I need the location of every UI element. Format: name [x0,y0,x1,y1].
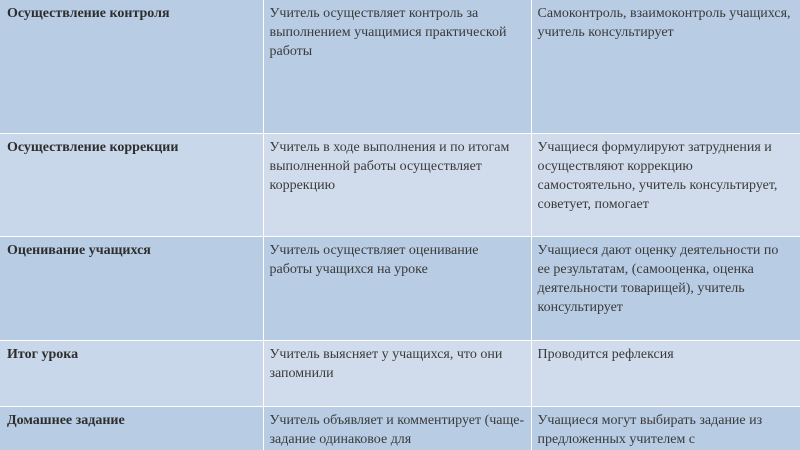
table-row [0,133,800,236]
student-activity-cell: Самоконтроль, взаимоконтроль учащихся, учитель консультирует [531,0,800,133]
student-activity-cell: Учащиеся дают оценку деятельности по ее результатам, (самооценка, оценка деятельности товарищей), учитель консультирует [531,236,800,340]
teacher-activity-cell: Учитель выясняет у учащихся, что они запомнили [263,340,531,406]
student-activity-cell: Учащиеся могут выбирать задание из предложенных учителем с [531,406,800,450]
stage-cell: Домашнее задание [0,406,263,450]
student-activity-cell: Проводится рефлексия [531,340,800,406]
stage-cell: Оценивание учащихся [0,236,263,340]
teacher-activity-cell: Учитель объявляет и комментирует (чаще- задание одинаковое для [263,406,531,450]
table-row [0,406,800,450]
stage-cell: Итог урока [0,340,263,406]
table-row [0,236,800,340]
teacher-activity-cell: Учитель осуществляет контроль за выполнением учащимися практической работы [263,0,531,133]
teacher-activity-cell: Учитель осуществляет оценивание работы учащихся на уроке [263,236,531,340]
student-activity-cell: Учащиеся формулируют затруднения и осуществляют коррекцию самостоятельно, учитель консультирует, советует, помогает [531,133,800,236]
teacher-activity-cell: Учитель в ходе выполнения и по итогам выполненной работы осуществляет коррекцию [263,133,531,236]
stage-cell: Осуществление коррекции [0,133,263,236]
table-row [0,0,800,133]
stage-cell: Осуществление контроля [0,0,263,133]
table-row [0,340,800,406]
